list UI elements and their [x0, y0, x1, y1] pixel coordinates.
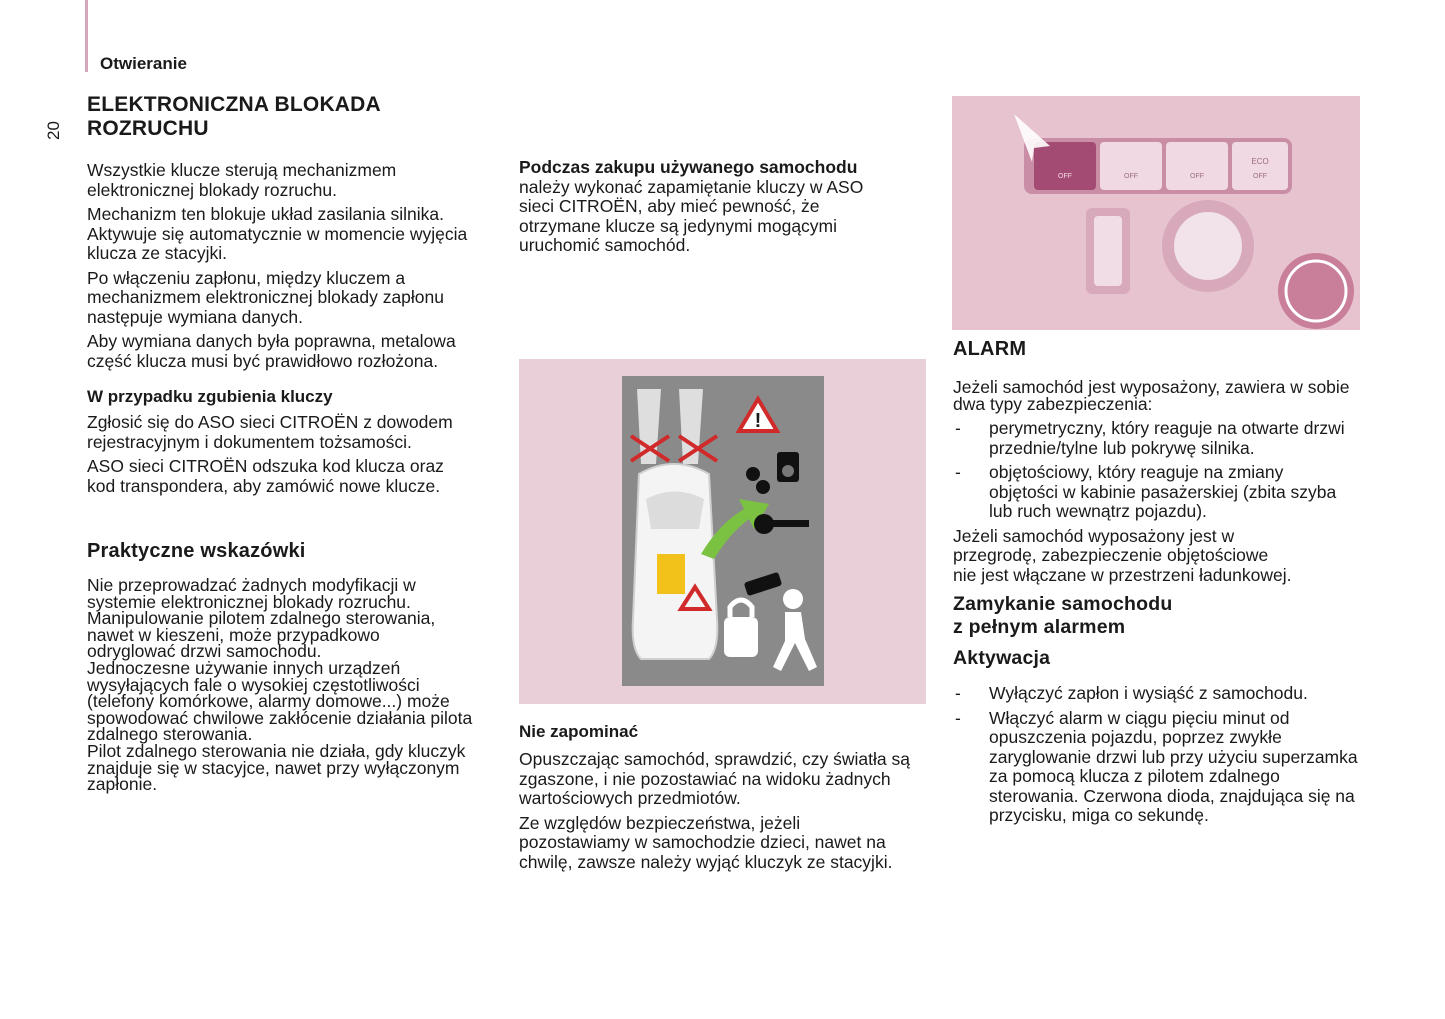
safety-vest-icon [657, 554, 685, 594]
paragraph: Po włączeniu zapłonu, między kluczem a mechanizmem elektronicznej blokady zapłonu następuje wymiana danych. [87, 267, 444, 327]
earphones-icon [746, 467, 760, 481]
paragraph: Ze względów bezpieczeństwa, jeżeli pozostawiamy w samochodzie dzieci, nawet na chwilę, zawsze należy wyjąć kluczyk ze stacyjki. [519, 812, 893, 872]
immobiliser-heading [87, 93, 507, 141]
button-label: OFF [1253, 173, 1267, 180]
switch-panel-svg [952, 96, 1360, 330]
button-label: OFF [1124, 173, 1138, 180]
list-item: - objętościowy, który reaguje na zmiany objętości w kabinie pasażerskiej (zbita szyba lub ruch wewnątrz pojazdu). [953, 463, 1349, 522]
car-windshield [646, 492, 704, 530]
paragraph: Wszystkie klucze sterują mechanizmem elektronicznej blokady rozruchu. [87, 160, 397, 200]
round-icon [1278, 253, 1354, 329]
security-illustration [519, 359, 926, 704]
section-title: Otwieranie [100, 54, 187, 73]
section-divider-bar [85, 0, 88, 72]
heading-line-2: ROZRUCHU [87, 117, 209, 140]
reminder-heading: Nie zapominać [519, 722, 639, 741]
partition-note: Jeżeli samochód wyposażony jest w przegrodę, zabezpieczenie objętościowe nie jest włączane w przestrzeni ładunkowej. [953, 525, 1292, 585]
used-car-note [519, 158, 864, 256]
activation-heading: Aktywacja [953, 647, 1051, 669]
paragraph: Pilot zdalnego sterowania nie działa, gdy kluczyk znajduje się w stacyjce, nawet przy wyłączonym zapłonie. [87, 740, 466, 795]
paragraph: Mechanizm ten blokuje układ zasilania silnika. Aktywuje się automatycznie w momencie wyjęcia klucza ze stacyjki. [87, 204, 468, 263]
paragraph: Manipulowanie pilotem zdalnego sterowania, nawet w kieszeni, może przypadkowo odryglować drzwi samochodu. [87, 608, 436, 662]
eco-button [1232, 142, 1288, 190]
paragraph: Zgłosić się do ASO sieci CITROËN z dowodem rejestracyjnym i dokumentem tożsamości. [87, 412, 453, 452]
button-label: OFF [1058, 173, 1072, 180]
activation-steps-list [953, 684, 1363, 826]
svg-text:!: ! [754, 410, 762, 432]
column-used-car [519, 158, 864, 256]
dashboard-switch-panel-photo [952, 96, 1360, 330]
paragraph: Aby wymiana danych była poprawna, metalowa część klucza musi być prawidłowo rozłożona. [87, 331, 456, 371]
paragraph: Opuszczając samochód, sprawdzić, czy światła są zgaszone, i nie pozostawiać na widoku żadnych wartościowych przedmiotów. [519, 749, 910, 808]
padlock-icon [724, 617, 758, 657]
button-label: ECO [1251, 157, 1269, 166]
column-alarm [953, 338, 1363, 831]
alarm-intro: Jeżeli samochód jest wyposażony, zawiera w sobie dwa typy zabezpieczenia: [953, 377, 1350, 414]
page-number: 20 [44, 121, 63, 140]
column-immobiliser [87, 93, 507, 793]
heading-line-1: ELEKTRONICZNA BLOKADA [87, 93, 381, 116]
list-item: - Włączyć alarm w ciągu pięciu minut od opuszczenia pojazdu, poprzez zwykłe zaryglowanie drzwi lub przy użyciu superzamka za pomocą klucza z pilotem zdalnego sterowania. Czerwona dioda, znajdująca się na przycisku, miga co sekundę. [953, 709, 1359, 826]
list-item: - Wyłączyć zapłon i wysiąść z samochodu. [953, 684, 1319, 704]
security-illustration-svg [519, 359, 926, 704]
heading-line-1: Zamykanie samochodu [953, 593, 1173, 615]
panel-button [1100, 142, 1162, 190]
alarm-types-list [953, 419, 1363, 522]
used-car-text: należy wykonać zapamiętanie kluczy w ASO sieci CITROËN, aby mieć pewność, że otrzymane klucze są jedynymi mogącymi uruchomić samochód. [519, 176, 864, 255]
button-label: OFF [1190, 173, 1204, 180]
list-item: - perymetryczny, który reaguje na otwarte drzwi przednie/tylne lub pokrywę silnika. [953, 419, 1349, 458]
reminder-section [519, 722, 919, 877]
alarm-off-button [1034, 142, 1096, 190]
locking-heading [953, 593, 1363, 639]
used-car-bold: Podczas zakupu używanego samochodu [519, 157, 858, 177]
tips-heading: Praktyczne wskazówki [87, 540, 306, 562]
heading-line-2: z pełnym alarmem [953, 616, 1126, 638]
paragraph: Nie przeprowadzać żadnych modyfikacji w systemie elektronicznej blokady rozruchu. [87, 575, 416, 612]
alarm-heading: ALARM [953, 338, 1027, 360]
panel-button [1166, 142, 1228, 190]
paragraph: ASO sieci CITROËN odszuka kod klucza oraz kod transpondera, aby zamówić nowe klucze. [87, 456, 444, 496]
paragraph: Jednoczesne używanie innych urządzeń wysyłających fale o wysokiej częstotliwości (telefony komórkowe, alarmy domowe...) może spowodować chwilowe zakłócenie działania pilota zdalnego sterowania. [87, 657, 473, 745]
lost-keys-heading: W przypadku zgubienia kluczy [87, 387, 333, 406]
